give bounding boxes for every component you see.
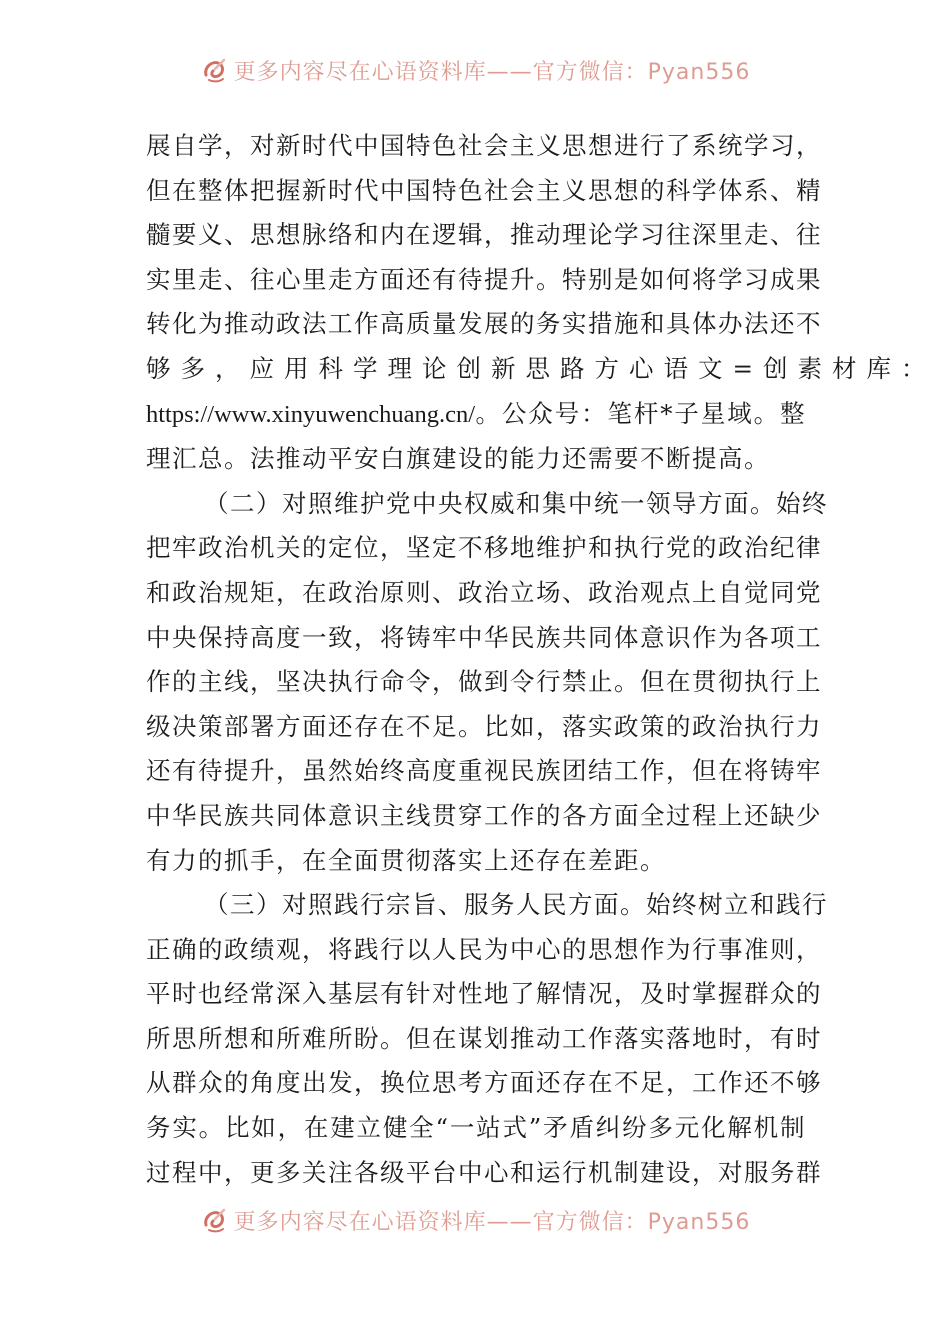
text-line: （三）对照践行宗旨、服务人民方面。始终树立和践行 bbox=[204, 890, 828, 920]
text-line: 实里走、往心里走方面还有待提升。特别是如何将学习成果 bbox=[146, 264, 822, 294]
text-line: 从群众的角度出发，换位思考方面还存在不足，工作还不够 bbox=[146, 1068, 822, 1098]
watermark-header bbox=[0, 50, 950, 90]
paragraph-3 bbox=[146, 883, 828, 1195]
text-line: 但在整体把握新时代中国特色社会主义思想的科学体系、精 bbox=[146, 175, 822, 205]
text-line: 级决策部署方面还存在不足。比如，落实政策的政治执行力 bbox=[146, 711, 822, 741]
text-line-url bbox=[146, 392, 806, 438]
logo-icon bbox=[200, 55, 230, 85]
paragraph-1 bbox=[146, 124, 936, 482]
text-line: 所思所想和所难所盼。但在谋划推动工作落实落地时，有时 bbox=[146, 1023, 822, 1053]
text-line: （二）对照维护党中央权威和集中统一领导方面。始终 bbox=[204, 488, 828, 518]
text-line: 够多，应用科学理论创新思路方心语文=创素材库： bbox=[146, 353, 936, 383]
text-line: 有力的抓手，在全面贯彻落实上还存在差距。 bbox=[146, 845, 666, 875]
text-line: 髓要义、思想脉络和内在逻辑，推动理论学习往深里走、往 bbox=[146, 220, 822, 250]
text-line: 务实。比如，在建立健全“一站式”矛盾纠纷多元化解机制 bbox=[146, 1113, 806, 1143]
text-line: 把牢政治机关的定位，坚定不移地维护和执行党的政治纪律 bbox=[146, 533, 822, 563]
paragraph-2 bbox=[146, 482, 828, 883]
text-line: 平时也经常深入基层有针对性地了解情况，及时掌握群众的 bbox=[146, 979, 822, 1009]
text-line: 正确的政绩观，将践行以人民为中心的思想作为行事准则， bbox=[146, 934, 822, 964]
text-line: 中央保持高度一致，将铸牢中华民族共同体意识作为各项工 bbox=[146, 622, 822, 652]
url-line-rest: 。公众号：笔杆*子星域。整 bbox=[475, 398, 806, 428]
text-line: 还有待提升，虽然始终高度重视民族团结工作，但在将铸牢 bbox=[146, 756, 822, 786]
text-line: 转化为推动政法工作高质量发展的务实措施和具体办法还不 bbox=[146, 309, 822, 339]
text-line: 和政治规矩，在政治原则、政治立场、政治观点上自觉同党 bbox=[146, 577, 822, 607]
text-line: 过程中，更多关注各级平台中心和运行机制建设，对服务群 bbox=[146, 1157, 822, 1187]
document-body bbox=[146, 124, 936, 1195]
text-line: 理汇总。法推动平安白旗建设的能力还需要不断提高。 bbox=[146, 444, 770, 474]
url-link[interactable]: https://www.xinyuwenchuang.cn/ bbox=[146, 400, 476, 428]
watermark-text: 更多内容尽在心语资料库——官方微信：Pyan556 bbox=[233, 1209, 751, 1235]
text-line: 作的主线，坚决执行命令，做到令行禁止。但在贯彻执行上 bbox=[146, 667, 822, 697]
watermark-footer bbox=[0, 1200, 950, 1240]
watermark-text: 更多内容尽在心语资料库——官方微信：Pyan556 bbox=[233, 59, 751, 85]
text-line: 展自学，对新时代中国特色社会主义思想进行了系统学习， bbox=[146, 131, 822, 160]
logo-icon bbox=[200, 1205, 230, 1235]
text-line: 中华民族共同体意识主线贯穿工作的各方面全过程上还缺少 bbox=[146, 800, 822, 830]
